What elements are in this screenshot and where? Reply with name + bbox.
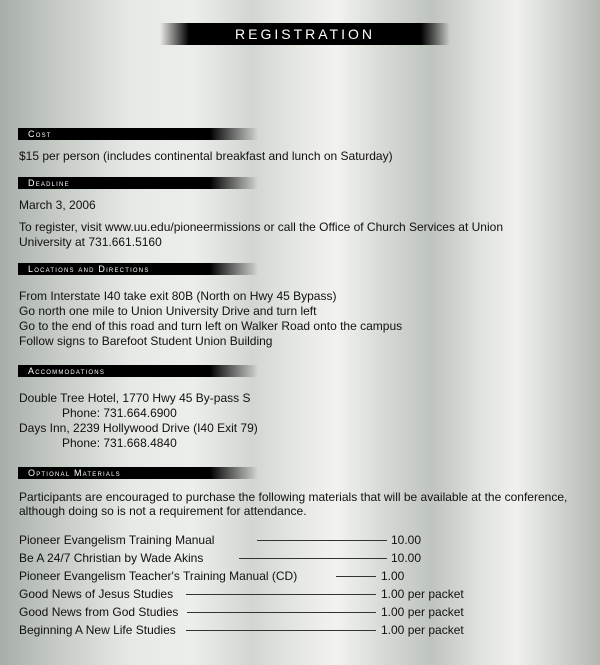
materials-intro-1: Participants are encouraged to purchase the following materials that will be available at the conference, <box>19 490 568 504</box>
material-price: 1.00 per packet <box>381 623 464 637</box>
materials-intro-2: although doing so is not a requirement for attendance. <box>19 504 307 518</box>
materials-item <box>19 622 479 638</box>
leader-line <box>239 558 387 559</box>
material-name: Pioneer Evangelism Training Manual <box>19 533 215 547</box>
leader-line <box>257 540 387 541</box>
register-line-2: University at 731.661.5160 <box>19 235 162 249</box>
material-name: Be A 24/7 Christian by Wade Akins <box>19 551 204 565</box>
materials-item <box>19 532 479 548</box>
register-line-1: To register, visit www.uu.edu/pioneermissions or call the Office of Church Services at Union <box>19 220 503 234</box>
section-heading-materials: Optional Materials <box>18 467 258 479</box>
directions-line: From Interstate I40 take exit 80B (North on Hwy 45 Bypass) <box>19 289 337 303</box>
leader-line <box>187 612 376 613</box>
material-price: 10.00 <box>391 533 422 547</box>
hotel-2-phone: Phone: 731.668.4840 <box>62 436 177 450</box>
material-price: 10.00 <box>391 551 422 565</box>
materials-item <box>19 550 479 566</box>
page-title: REGISTRATION <box>160 23 450 45</box>
directions-line: Go north one mile to Union University Drive and turn left <box>19 304 317 318</box>
material-price: 1.00 per packet <box>381 605 464 619</box>
material-name: Beginning A New Life Studies <box>19 623 176 637</box>
section-heading-cost: Cost <box>18 128 258 140</box>
materials-item <box>19 586 479 602</box>
material-price: 1.00 per packet <box>381 587 464 601</box>
materials-item <box>19 604 479 620</box>
directions-line: Follow signs to Barefoot Student Union Building <box>19 334 273 348</box>
directions-line: Go to the end of this road and turn left on Walker Road onto the campus <box>19 319 403 333</box>
material-name: Good News of Jesus Studies <box>19 587 174 601</box>
deadline-date: March 3, 2006 <box>19 198 96 212</box>
section-heading-deadline: Deadline <box>18 177 258 189</box>
leader-line <box>186 594 376 595</box>
material-name: Pioneer Evangelism Teacher's Training Manual (CD) <box>19 569 298 583</box>
hotel-2-address: Days Inn, 2239 Hollywood Drive (I40 Exit 79) <box>19 421 258 435</box>
hotel-1-address: Double Tree Hotel, 1770 Hwy 45 By-pass S <box>19 391 251 405</box>
hotel-1-phone: Phone: 731.664.6900 <box>62 406 177 420</box>
material-price: 1.00 <box>381 569 405 583</box>
cost-text: $15 per person (includes continental breakfast and lunch on Saturday) <box>19 149 393 163</box>
leader-line <box>336 576 376 577</box>
leader-line <box>186 630 376 631</box>
section-heading-accommodations: Accommodations <box>18 365 258 377</box>
materials-item <box>19 568 479 584</box>
section-heading-locations: Locations and Directions <box>18 263 258 275</box>
material-name: Good News from God Studies <box>19 605 179 619</box>
